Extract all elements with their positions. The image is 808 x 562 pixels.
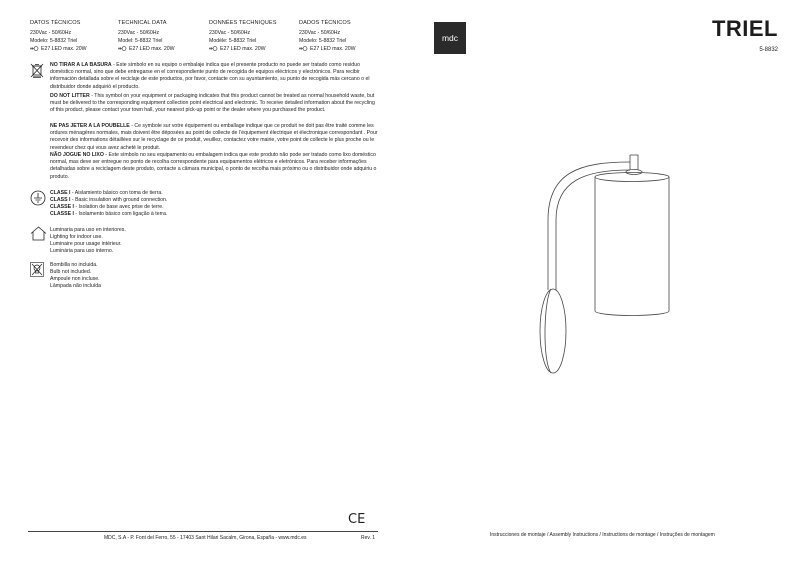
bulb-line: Bulb not included. — [50, 269, 92, 276]
bulb-line: Ampoule non incluse. — [50, 276, 100, 283]
wall-plate — [540, 289, 566, 373]
weee-text: - This symbol on your equipment or packaging indicates that this product cannot be treated as normal household waste, but must be delivered to the corresponding equipment collection point electrical and electronic. To receive detailed information about the recycling of this product, please contact your town hall, your nearest pick-up point or the dealer where you purchased the product. — [50, 93, 375, 114]
weee-title: NE PAS JETER A LA POUBELLE — [50, 123, 130, 129]
spec-voltage: 230Vac - 50/60Hz — [118, 30, 160, 37]
footer-divider — [28, 531, 378, 532]
wall-lamp-drawing — [520, 150, 700, 380]
product-reference: 5-8832 — [759, 47, 778, 53]
weee-notice-es — [50, 62, 378, 91]
indoor-line: Luminaria para uso en interiores. — [50, 227, 126, 233]
weee-title: NÃO JOGUE NO LIXO — [50, 152, 104, 158]
indoor-line: Lighting for indoor use. — [50, 234, 103, 241]
bulb-not-included-icon — [30, 262, 44, 277]
weee-notice-pt — [50, 152, 378, 181]
class-text: - Isolamento básico com ligação à terra. — [73, 211, 168, 218]
lamp-shade-top — [595, 173, 669, 182]
revision: Rev. 1 — [361, 535, 376, 541]
weee-title: DO NOT LITTER — [50, 93, 90, 99]
mdc-logo: mdc — [434, 22, 466, 54]
class-text: - Isolation de base avec prise de terre. — [73, 204, 164, 211]
spec-voltage: 230Vac - 50/60Hz — [30, 30, 72, 37]
company-address: MDC, S.A - P. Font del Ferro, 55 - 17403 Sant Hilari Sacalm, Girona, España - www.mdc.es — [104, 535, 307, 541]
lamp-shade — [595, 177, 669, 311]
indoor-line: Luminária para uso interno. — [50, 248, 114, 255]
house-indoor-icon — [30, 226, 47, 241]
class-text: - Basic insulation with ground connection. — [70, 197, 168, 204]
bulb-line: Bombilla no incluida. — [50, 262, 98, 268]
spec-heading: DATOS TÉCNICOS — [30, 20, 81, 26]
bulb-socket-icon — [30, 46, 39, 51]
assembly-instructions-label: Instrucciones de montaje / Assembly Instructions / Instructions de montage / Instruções de montagem — [490, 532, 715, 538]
weee-notice-en — [50, 93, 378, 115]
weee-text: - Este símbolo no seu equipamento ou embalagem indica que este produto não pode ser tratado como lixo doméstico normal, mas deve ser entregue no ponto de recolha correspondente para equipamentos elétricos e eletrónicos. Para receber informações detalhadas sobre a reciclagem deste produto, contacte a câmara municipal, o ponto de recolha mais próximo ou o distribuidor onde adquiriu o produto. — [50, 152, 377, 180]
weee-notice-fr — [50, 123, 378, 152]
spec-model: Modelo: 5-8832 Triel — [30, 38, 78, 45]
bulb-line: Lâmpada não incluída — [50, 283, 102, 290]
spec-model: Model: 5-8832 Triel — [118, 38, 163, 45]
spec-model: Modelo: 5-8832 Triel — [299, 38, 347, 45]
indoor-line: Luminaire pour usage intérieur. — [50, 241, 122, 248]
class-title: CLASSE I — [50, 204, 74, 211]
bulb-socket-icon — [209, 46, 218, 51]
spec-column-pt — [299, 19, 385, 53]
spec-column-es — [30, 19, 116, 53]
bulb-socket-icon — [299, 46, 308, 51]
spec-heading: DONNÉES TECHNIQUES — [209, 20, 277, 26]
class-title: CLASSE I — [50, 211, 74, 218]
product-title: TRIEL — [711, 16, 778, 41]
spec-bulb: E27 LED max. 20W — [220, 46, 266, 53]
crossed-bin-icon — [30, 63, 44, 78]
spec-heading: TECHNICAL DATA — [118, 20, 167, 26]
ground-icon — [30, 190, 46, 206]
bulb-socket-icon — [118, 46, 127, 51]
class-i-list — [50, 190, 167, 218]
indoor-list — [50, 227, 126, 255]
bulb-list — [50, 262, 101, 290]
spec-model: Modèle: 5-8832 Triel — [209, 38, 257, 45]
spec-voltage: 230Vac - 50/60Hz — [209, 30, 251, 37]
spec-column-en — [118, 19, 204, 53]
weee-title: NO TIRAR A LA BASURA — [50, 62, 112, 68]
weee-text: - Ce symbole sur votre équipement ou emballage indique que ce produit ne doit pas être traité comme les ordures ménagères normales, mais doivent être déposées au point de collecte de l’équipement électrique et électronique correspondant . Pour recevoir des informations détaillées sur le recyclage de ce produit, veuillez, contactez votre mairie, votre point de collecte le plus proche ou le revendeur chez qui vous avez acheté le produit. — [50, 123, 378, 151]
spec-column-fr — [209, 19, 295, 53]
class-title: CLASE I — [50, 190, 71, 196]
weee-text: - Este símbolo en su equipo o embalaje indica que el presente producto no puede ser tratado como residuo doméstico normal, sino que debe entregarse en el correspondiente punto de recogida de equipos eléctricos y electrónicos. Para recibir información detallada sobre el reciclaje de este productos, por favor, contacte con su ayuntamiento, su punto de recogida más cercano o el distribuidor donde adquirió el producto. — [50, 62, 370, 90]
spec-bulb: E27 LED max. 20W — [129, 46, 175, 53]
class-title: CLASS I — [50, 197, 71, 204]
lamp-stem — [630, 155, 638, 170]
spec-voltage: 230Vac - 50/60Hz — [299, 30, 341, 37]
class-text: - Aislamiento básico con toma de tierra. — [70, 190, 163, 196]
ce-mark: CE — [348, 512, 366, 527]
spec-bulb: E27 LED max. 20W — [41, 46, 87, 53]
spec-heading: DADOS TÉCNICOS — [299, 20, 351, 26]
spec-bulb: E27 LED max. 20W — [310, 46, 356, 53]
